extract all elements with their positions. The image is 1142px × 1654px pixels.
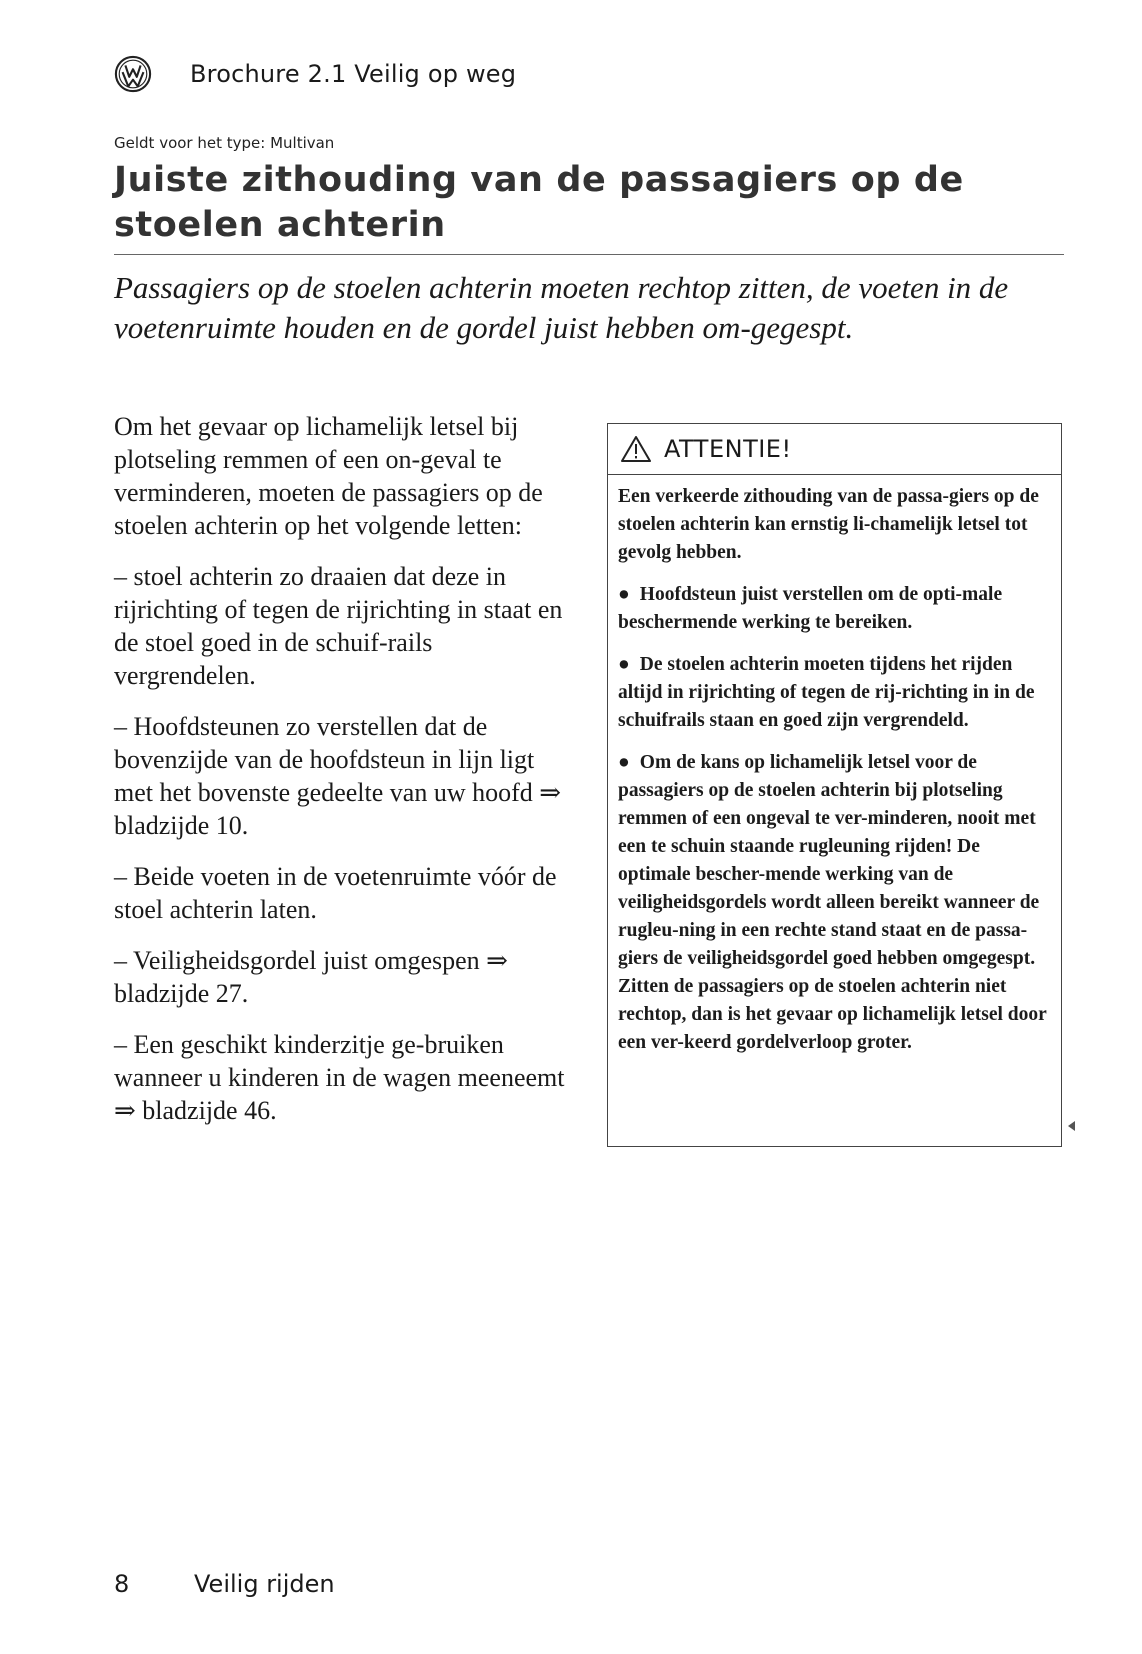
warning-triangle-icon xyxy=(620,435,652,463)
warning-label: ATTENTIE! xyxy=(664,435,792,463)
lead-paragraph: Passagiers op de stoelen achterin moeten rechtop zitten, de voeten in de voetenruimte houden en de gordel juist hebben om-gegespt. xyxy=(114,270,1009,345)
applies-to-note: Geldt voor het type: Multivan xyxy=(114,134,335,152)
body-column xyxy=(114,410,574,1145)
warning-box xyxy=(607,423,1062,1147)
intro-paragraph: Om het gevaar op lichamelijk letsel bij plotseling remmen of een on-geval te verminderen, moeten de passagiers op de stoelen achterin op het volgende letten: xyxy=(114,412,543,540)
warning-bullet-text: Om de kans op lichamelijk letsel voor de passagiers op de stoelen achterin bij plotseling remmen of een ongeval te ver-minderen, nooit met een te schuin staande rugleuning rijden! De optimale bescher-mende werking van de veiligheidsgordels wordt alleen bereikt wanneer de rugleu-ning in een rechte stand staat en de passa-giers de veiligheidsgordel goed hebben omgegespt. Zitten de passagiers op de stoelen achterin niet rechtop, dan is het gevaar op lichamelijk letsel door een ver-keerd gordelverloop groter. xyxy=(618,752,1047,1053)
title-divider xyxy=(114,254,1064,255)
page-footer xyxy=(114,1570,335,1598)
instruction-item: – Veiligheidsgordel juist omgespen ⇒ bladzijde 27. xyxy=(114,946,508,1008)
bullet-dot: ● xyxy=(618,584,630,605)
vw-logo-icon xyxy=(114,55,152,93)
warning-bullet xyxy=(618,749,1051,1057)
warning-bullet-text: Hoofdsteun juist verstellen om de opti-male beschermende werking te bereiken. xyxy=(618,584,1003,633)
instruction-item: – Een geschikt kinderzitje ge-bruiken wanneer u kinderen in de wagen meeneemt ⇒ bladzijde 46. xyxy=(114,1030,565,1125)
warning-body xyxy=(608,475,1061,1057)
footer-section: Veilig rijden xyxy=(194,1570,335,1598)
bullet-dot: ● xyxy=(618,752,630,773)
page-number: 8 xyxy=(114,1570,130,1598)
warning-bullet-text: De stoelen achterin moeten tijdens het rijden altijd in rijrichting of tegen de rij-richting in in de schuifrails staan en goed zijn vergrendeld. xyxy=(618,654,1035,731)
instruction-item: – Hoofdsteunen zo verstellen dat de bovenzijde van de hoofdsteun in lijn ligt met het bovenste gedeelte van uw hoofd ⇒ bladzijde 10. xyxy=(114,712,562,840)
warning-bullet xyxy=(618,651,1051,735)
brochure-title: Brochure 2.1 Veilig op weg xyxy=(190,60,517,88)
warning-header xyxy=(608,424,1061,475)
page-title: Juiste zithouding van de passagiers op de stoelen achterin xyxy=(114,160,964,245)
page-header xyxy=(114,52,516,96)
warning-intro: Een verkeerde zithouding van de passa-giers op de stoelen achterin kan ernstig li-chamelijk letsel tot gevolg hebben. xyxy=(618,486,1039,563)
warning-bullet xyxy=(618,581,1051,637)
continued-arrow-icon xyxy=(1068,1121,1075,1131)
instruction-item: – Beide voeten in de voetenruimte vóór de stoel achterin laten. xyxy=(114,862,557,924)
instruction-item: – stoel achterin zo draaien dat deze in rijrichting of tegen de rijrichting in staat en de stoel goed in de schuif-rails vergrendelen. xyxy=(114,562,563,690)
bullet-dot: ● xyxy=(618,654,630,675)
